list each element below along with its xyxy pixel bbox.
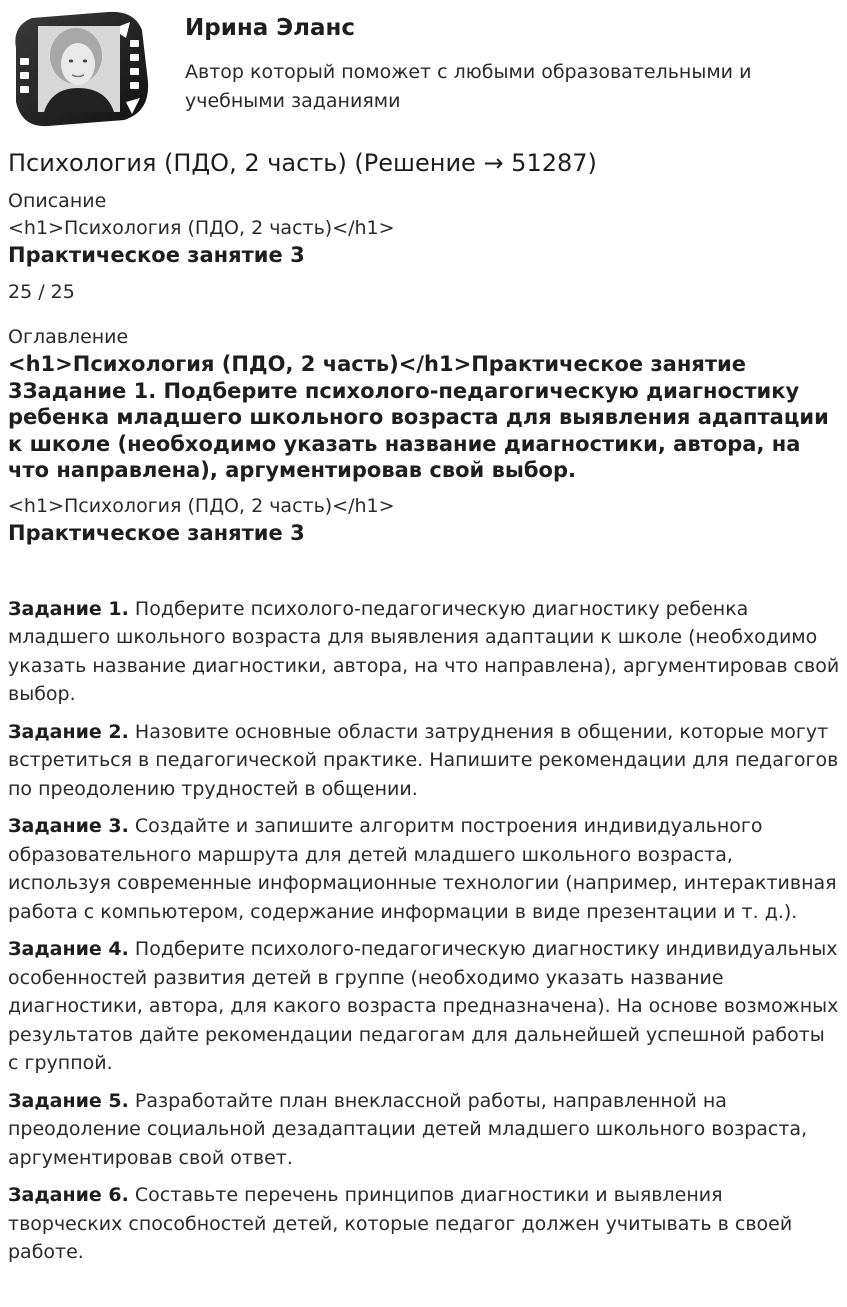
practical-subheading-2: Практическое занятие 3 — [8, 520, 305, 545]
score-value: 25 / 25 — [8, 281, 75, 303]
toc-text: <h1>Психология (ПДО, 2 часть)</h1>Практическое занятие 3Задание 1. Подберите психолого-педагогическую диагностику ребенка младшего школьного возраста для выявления адаптации к школе (необходимо указать название диагностики, автора, на что направлена), аргументировав свой выбор. — [8, 352, 829, 482]
task-text: Составьте перечень принципов диагностики и выявления творческих способностей детей, которые педагог должен учитывать в своей работе. — [8, 1184, 793, 1263]
task-text: Разработайте план внеклассной работы, направленной на преодоление социальной дезадаптации детей младшего школьного возраста, аргументировав свой ответ. — [8, 1089, 808, 1169]
task-item — [8, 935, 840, 1078]
author-card — [8, 8, 838, 128]
raw-heading-2: <h1>Психология (ПДО, 2 часть)</h1> — [8, 494, 395, 517]
author-name[interactable]: Ирина Эланс — [185, 15, 356, 41]
task-label: Задание 1. — [8, 597, 129, 620]
task-item — [8, 718, 840, 804]
practical-subheading: Практическое занятие 3 — [8, 243, 305, 267]
task-item — [8, 1087, 840, 1173]
task-label: Задание 3. — [8, 815, 129, 837]
main-content — [8, 146, 840, 1276]
task-label: Задание 6. — [8, 1184, 129, 1206]
raw-heading: <h1>Психология (ПДО, 2 часть)</h1> — [8, 217, 395, 239]
description-label: Описание — [8, 190, 107, 212]
task-list — [8, 595, 840, 1267]
task-text: Подберите психолого-педагогическую диагностику ребенка младшего школьного возраста для выявления адаптации к школе (необходимо указать название диагностики, автора, на что направлена), аргументировав свой выбор. — [8, 597, 840, 705]
author-description: Автор который поможет с любыми образовательными и учебными заданиями — [185, 61, 752, 112]
author-avatar — [8, 8, 150, 128]
task-label: Задание 4. — [8, 938, 129, 960]
task-item — [8, 1181, 840, 1267]
page-title: Психология (ПДО, 2 часть) (Решение → 51287) — [8, 149, 597, 177]
task-text: Подберите психолого-педагогическую диагностику индивидуальных особенностей развития детей в группе (необходимо указать название диагностики, автора, для какого возраста предназначена). На основе возможных результатов дайте рекомендации педагогам для дальнейшей успешной работы с группой. — [8, 938, 839, 1074]
toc-label: Оглавление — [8, 326, 129, 348]
spacer — [8, 547, 840, 595]
task-item — [8, 595, 840, 709]
task-text: Назовите основные области затруднения в общении, которые могут встретиться в педагогической практике. Напишите рекомендации для педагогов по преодолению трудностей в общении. — [8, 720, 839, 800]
task-label: Задание 5. — [8, 1089, 129, 1112]
task-text: Создайте и запишите алгоритм построения индивидуального образовательного маршрута для детей младшего школьного возраста, используя современные информационные технологии (например, интерактивная работа с компьютером, содержание информации в виде презентации и т. д.). — [8, 815, 837, 923]
task-item — [8, 812, 840, 926]
task-label: Задание 2. — [8, 720, 129, 743]
